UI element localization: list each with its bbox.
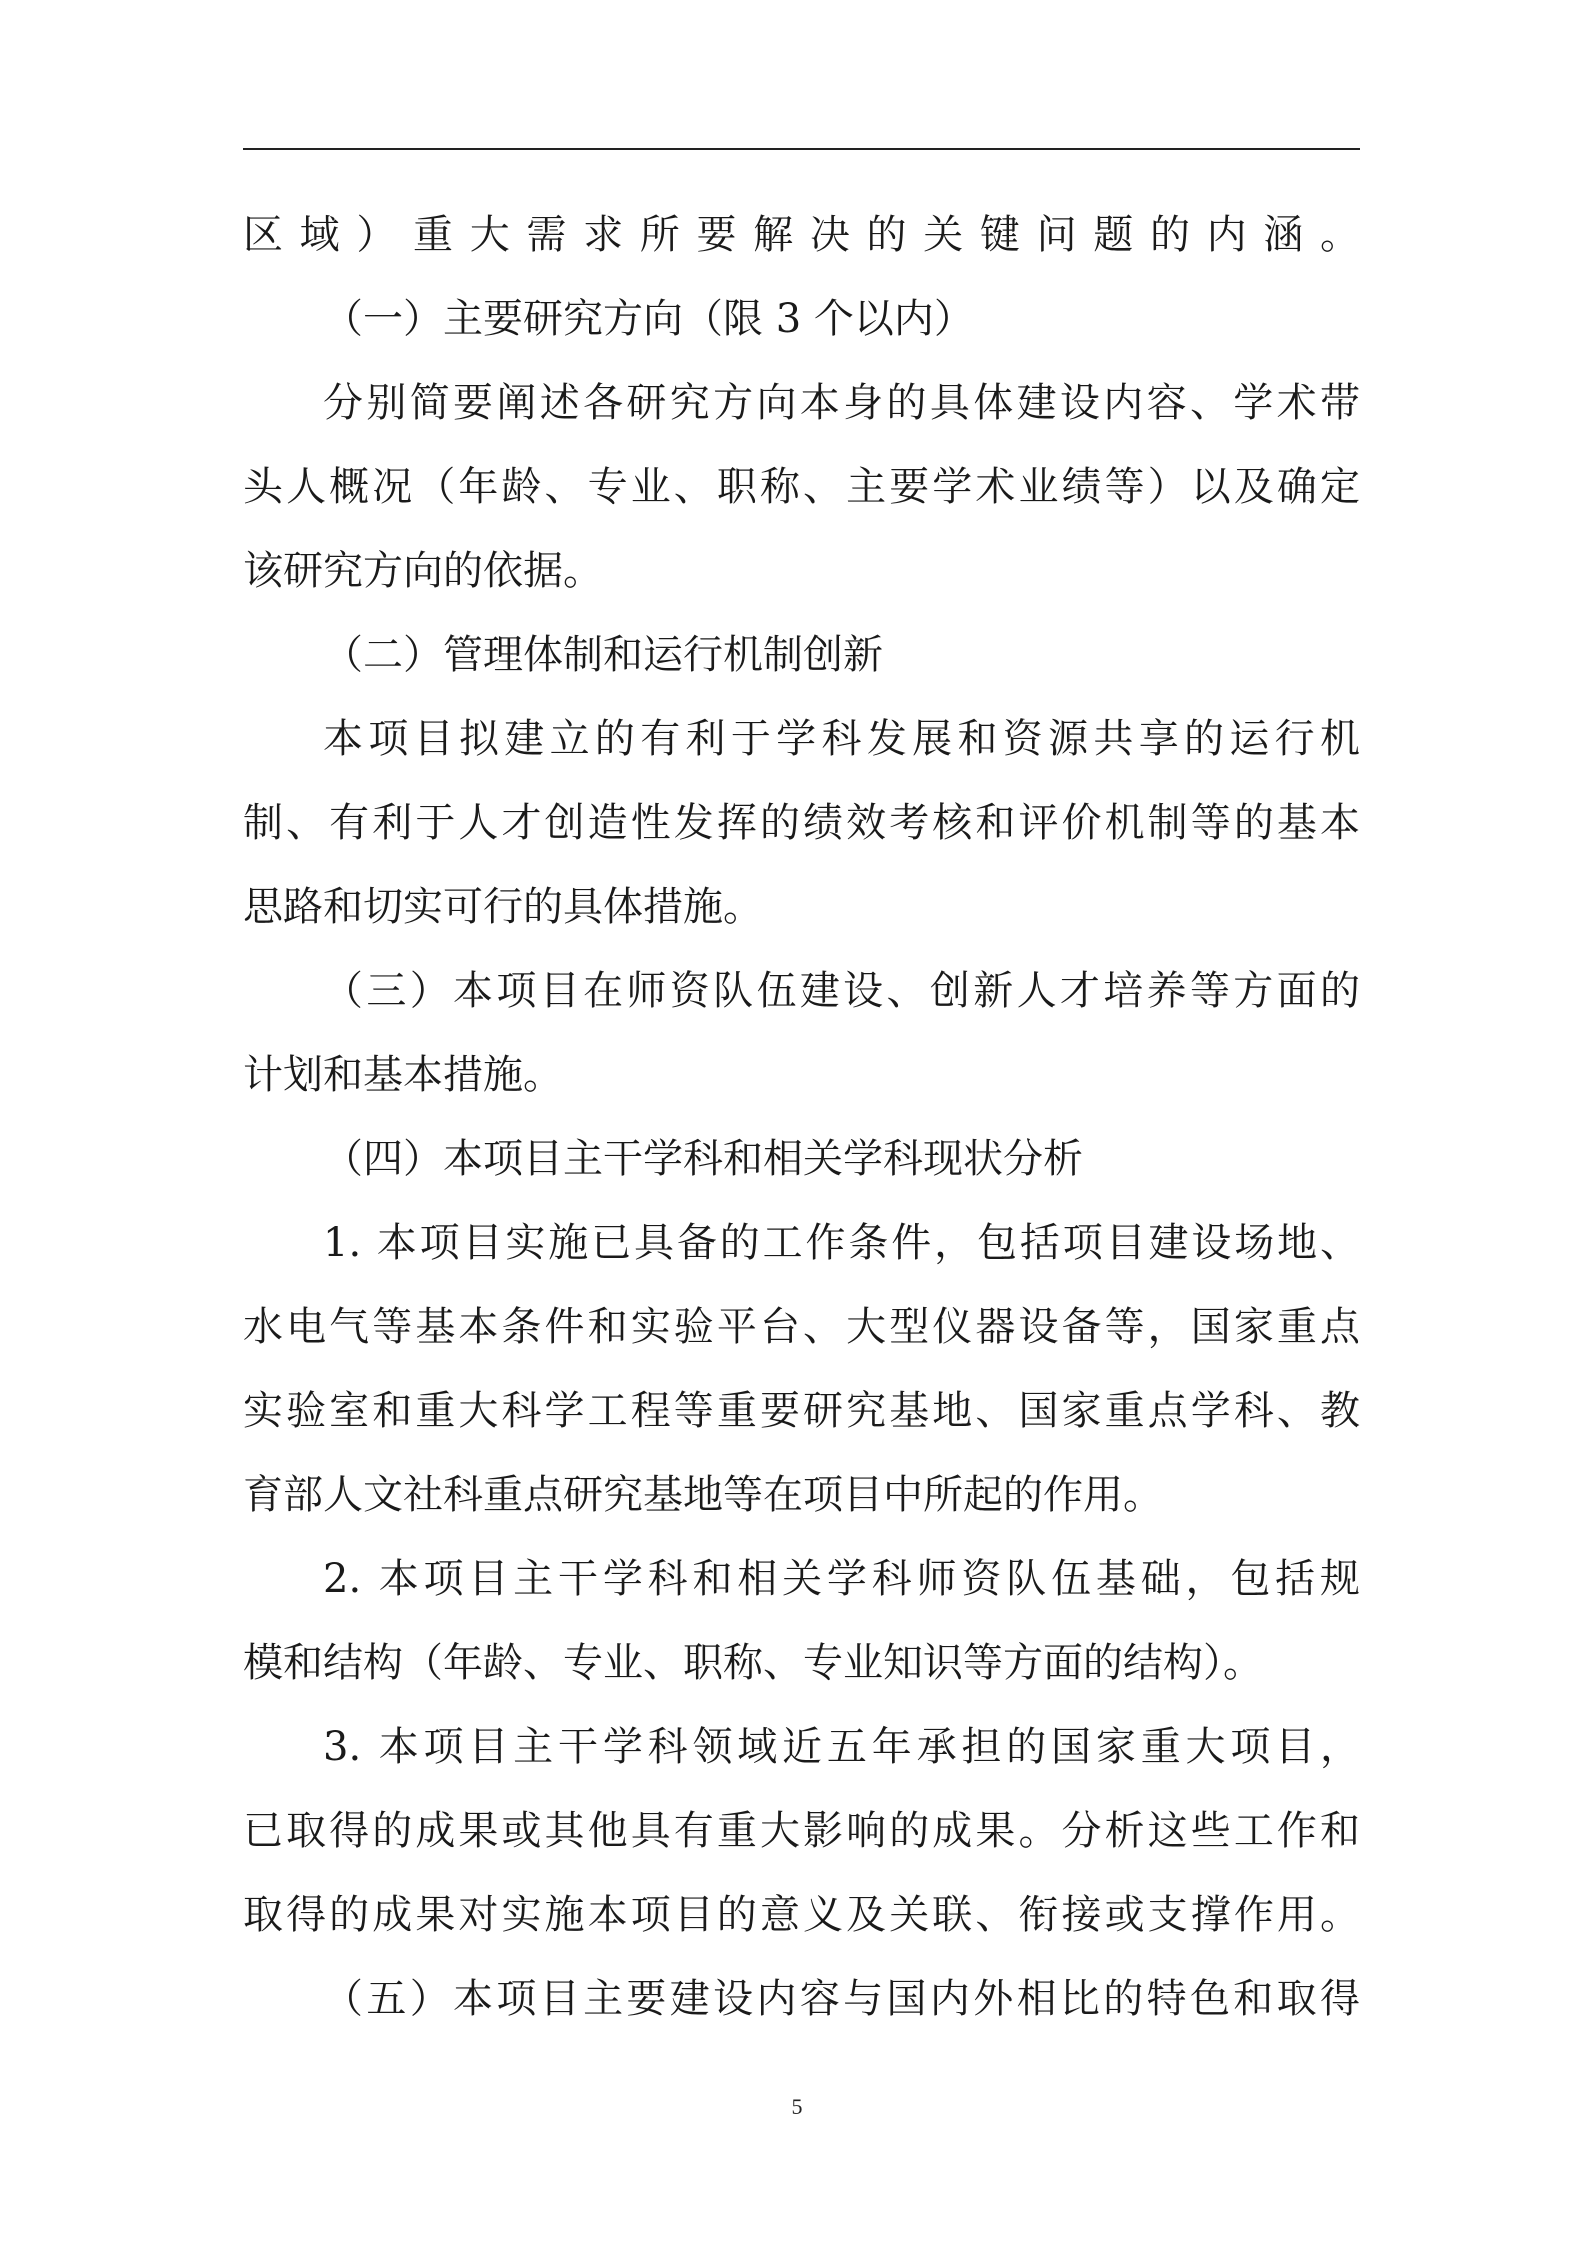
text-line: 思路和切实可行的具体措施。 (243, 884, 763, 930)
text-line: 分别简要阐述各研究方向本身的具体建设内容、学术带 (323, 380, 1360, 426)
text-line: 计划和基本措施。 (243, 1052, 563, 1098)
text-line: 本项目拟建立的有利于学科发展和资源共享的运行机 (323, 716, 1360, 762)
list-item-text: 3. 本项目主干学科领域近五年承担的国家重大项目， (323, 1724, 1360, 1770)
list-item-text: 1. 本项目实施已具备的工作条件，包括项目建设场地、 (323, 1220, 1360, 1266)
text-line: 区域）重大需求所要解决的关键问题的内涵。 (243, 212, 1360, 258)
text-line: 已取得的成果或其他具有重大影响的成果。分析这些工作和 (243, 1808, 1360, 1854)
text-line: 制、有利于人才创造性发挥的绩效考核和评价机制等的基本 (243, 800, 1360, 846)
section-heading: （一）主要研究方向（限 3 个以内） (323, 296, 974, 342)
section-heading: （三）本项目在师资队伍建设、创新人才培养等方面的 (323, 968, 1360, 1014)
text-line: 水电气等基本条件和实验平台、大型仪器设备等，国家重点 (243, 1304, 1360, 1350)
text-line: 头人概况（年龄、专业、职称、主要学术业绩等）以及确定 (243, 464, 1360, 510)
text-line: 取得的成果对实施本项目的意义及关联、衔接或支撑作用。 (243, 1892, 1360, 1938)
text-line: 实验室和重大科学工程等重要研究基地、国家重点学科、教 (243, 1388, 1360, 1434)
list-item-text: 2. 本项目主干学科和相关学科师资队伍基础，包括规 (323, 1556, 1360, 1602)
text-line: 模和结构（年龄、专业、职称、专业知识等方面的结构）。 (243, 1640, 1263, 1686)
text-line: 该研究方向的依据。 (243, 548, 603, 594)
section-heading: （四）本项目主干学科和相关学科现状分析 (323, 1136, 1083, 1182)
section-heading: （五）本项目主要建设内容与国内外相比的特色和取得 (323, 1976, 1360, 2022)
section-heading: （二）管理体制和运行机制创新 (323, 632, 883, 678)
page-number: 5 (791, 2094, 803, 2119)
text-line: 育部人文社科重点研究基地等在项目中所起的作用。 (243, 1472, 1163, 1518)
